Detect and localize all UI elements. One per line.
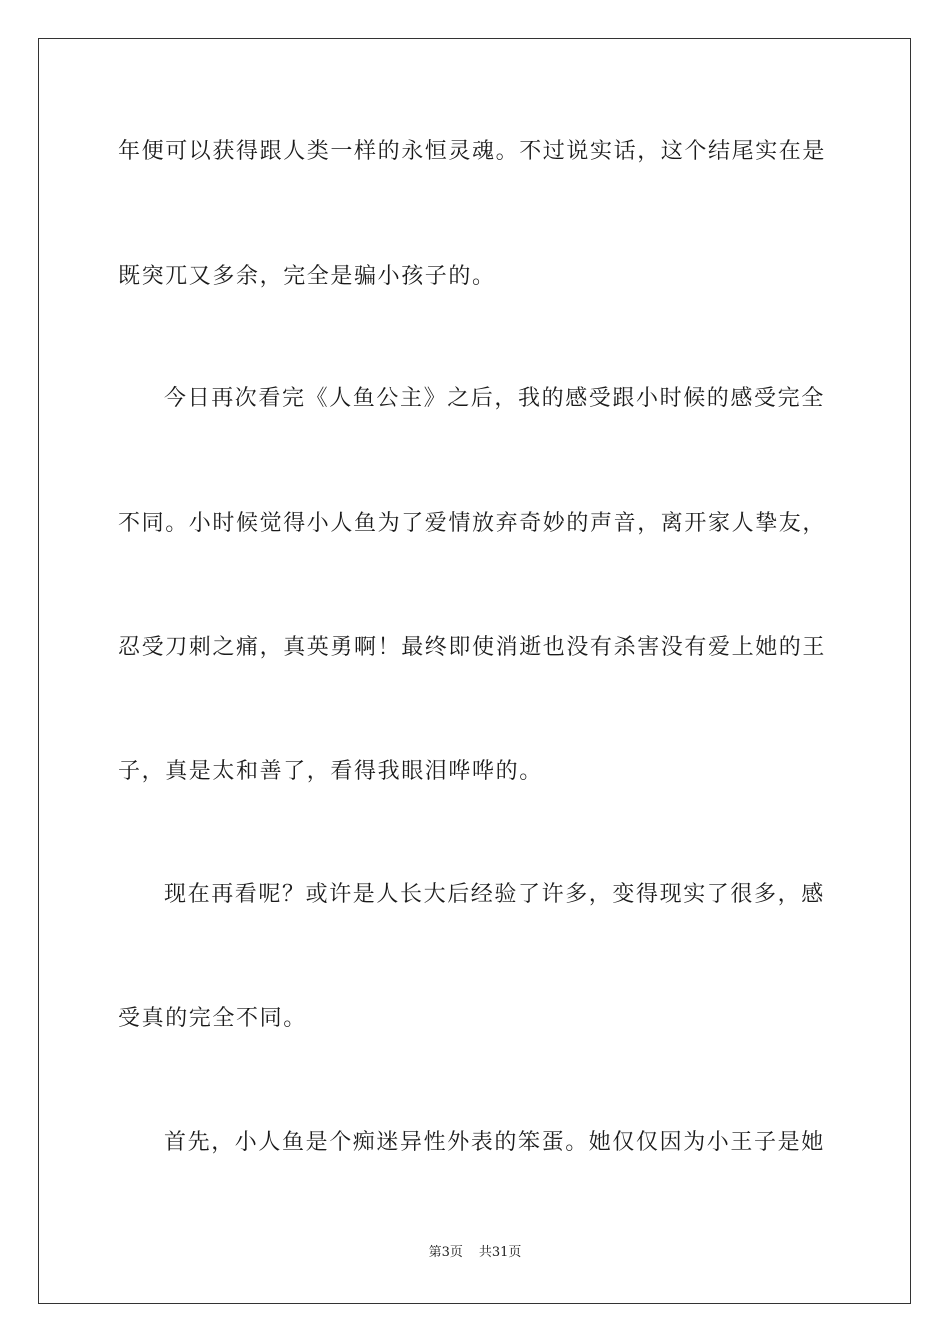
page-border <box>38 38 911 1304</box>
text-line-7: 现在再看呢？或许是人长大后经验了许多，变得现实了很多，感 <box>164 882 825 907</box>
text-line-5: 忍受刀刺之痛，真英勇啊！最终即使消逝也没有杀害没有爱上她的王 <box>118 635 827 660</box>
text-line-3: 今日再次看完《人鱼公主》之后，我的感受跟小时候的感受完全 <box>164 386 825 411</box>
text-line-4: 不同。小时候觉得小人鱼为了爱情放弃奇妙的声音，离开家人挚友， <box>118 511 827 536</box>
text-line-1: 年便可以获得跟人类一样的永恒灵魂。不过说实话，这个结尾实在是 <box>118 139 827 164</box>
total-pages: 共31页 <box>478 1245 522 1260</box>
text-line-9: 首先，小人鱼是个痴迷异性外表的笨蛋。她仅仅因为小王子是她 <box>164 1130 825 1155</box>
page-number: 第3页 <box>428 1245 463 1260</box>
text-line-6: 子，真是太和善了，看得我眼泪哗哗的。 <box>118 759 543 784</box>
text-line-8: 受真的完全不同。 <box>118 1006 307 1031</box>
text-line-2: 既突兀又多余，完全是骗小孩子的。 <box>118 264 496 289</box>
page-footer <box>0 1244 950 1262</box>
